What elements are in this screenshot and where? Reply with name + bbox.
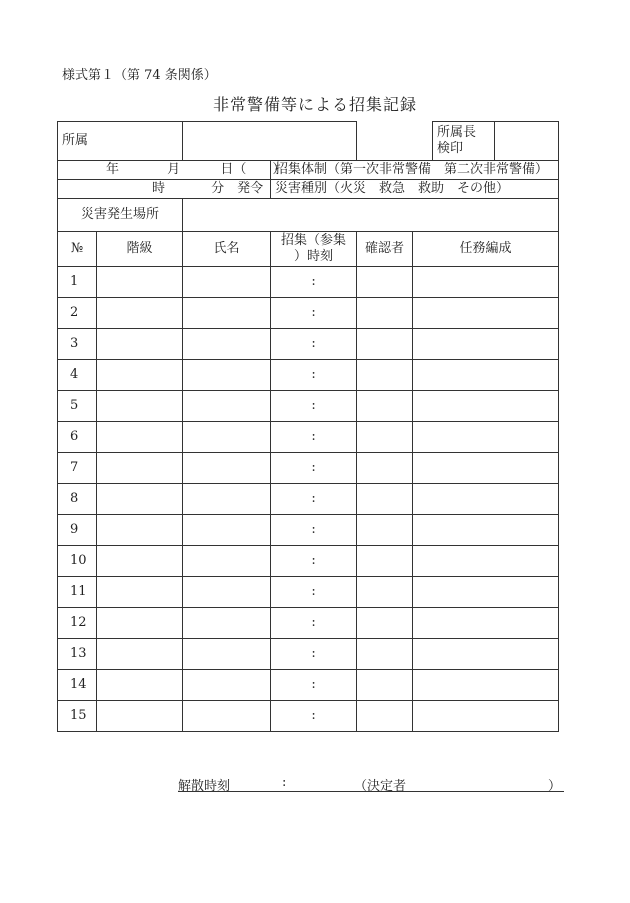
assignment-cell[interactable]	[413, 701, 559, 732]
row-number: 1	[58, 267, 97, 298]
name-cell[interactable]	[183, 267, 271, 298]
confirmer-cell[interactable]	[357, 608, 413, 639]
assignment-cell[interactable]	[413, 639, 559, 670]
row-number: 13	[58, 639, 97, 670]
row-number: 4	[58, 360, 97, 391]
assignment-cell[interactable]	[413, 360, 559, 391]
table-row	[58, 701, 559, 732]
name-cell[interactable]	[183, 422, 271, 453]
chief-label-line1: 所属長	[437, 125, 477, 140]
time-cell[interactable]: :	[271, 577, 357, 608]
assignment-cell[interactable]	[413, 391, 559, 422]
rank-cell[interactable]	[97, 546, 183, 577]
confirmer-cell[interactable]	[357, 329, 413, 360]
name-cell[interactable]	[183, 701, 271, 732]
time-cell[interactable]: :	[271, 360, 357, 391]
page-title: 非常警備等による招集記録	[212, 95, 417, 114]
rank-cell[interactable]	[97, 484, 183, 515]
name-cell[interactable]	[183, 453, 271, 484]
minute-label: 分 発令	[211, 181, 264, 196]
name-cell[interactable]	[183, 515, 271, 546]
confirmer-cell[interactable]	[357, 267, 413, 298]
row-number: 14	[58, 670, 97, 701]
name-cell[interactable]	[183, 298, 271, 329]
assignment-cell[interactable]	[413, 329, 559, 360]
table-row	[58, 298, 559, 329]
table-row	[58, 608, 559, 639]
time-cell[interactable]: :	[271, 608, 357, 639]
column-header-row	[58, 232, 559, 267]
assignment-cell[interactable]	[413, 577, 559, 608]
time-cell[interactable]: :	[271, 484, 357, 515]
rank-cell[interactable]	[97, 267, 183, 298]
system-field[interactable]: 招集体制（第一次非常警備 第二次非常警備）	[271, 161, 559, 180]
confirmer-cell[interactable]	[357, 515, 413, 546]
dismissal-label: 解散時刻	[178, 779, 231, 794]
rank-cell[interactable]	[97, 391, 183, 422]
place-row	[58, 199, 559, 232]
row-number: 3	[58, 329, 97, 360]
table-row	[58, 546, 559, 577]
table-row	[58, 267, 559, 298]
month-label: 月	[167, 162, 181, 177]
name-cell[interactable]	[183, 360, 271, 391]
col-time-line1: 招集（参集	[281, 233, 347, 248]
name-cell[interactable]	[183, 484, 271, 515]
assignment-cell[interactable]	[413, 484, 559, 515]
row-number: 15	[58, 701, 97, 732]
confirmer-cell[interactable]	[357, 670, 413, 701]
confirmer-cell[interactable]	[357, 639, 413, 670]
table-row	[58, 453, 559, 484]
row-number: 9	[58, 515, 97, 546]
confirmer-cell[interactable]	[357, 422, 413, 453]
rank-cell[interactable]	[97, 329, 183, 360]
rank-cell[interactable]	[97, 701, 183, 732]
year-label: 年	[106, 162, 120, 177]
row-number: 11	[58, 577, 97, 608]
dismissal-colon: :	[282, 775, 287, 790]
assignment-cell[interactable]	[413, 546, 559, 577]
time-cell[interactable]: :	[271, 546, 357, 577]
form-number: 様式第１（第 74 条関係）	[62, 68, 217, 83]
table-row	[58, 484, 559, 515]
name-cell[interactable]	[183, 577, 271, 608]
time-cell[interactable]: :	[271, 422, 357, 453]
col-no: №	[58, 232, 97, 267]
col-assignment: 任務編成	[413, 232, 559, 267]
col-time	[271, 232, 357, 267]
table-row	[58, 670, 559, 701]
confirmer-cell[interactable]	[357, 391, 413, 422]
rank-cell[interactable]	[97, 639, 183, 670]
col-confirmer: 確認者	[357, 232, 413, 267]
rank-cell[interactable]	[97, 577, 183, 608]
time-cell[interactable]: :	[271, 391, 357, 422]
rank-cell[interactable]	[97, 453, 183, 484]
row-number: 6	[58, 422, 97, 453]
name-cell[interactable]	[183, 670, 271, 701]
name-cell[interactable]	[183, 546, 271, 577]
chief-stamp-field[interactable]	[495, 122, 559, 161]
rank-cell[interactable]	[97, 422, 183, 453]
time-field[interactable]	[58, 180, 271, 199]
name-cell[interactable]	[183, 639, 271, 670]
rank-cell[interactable]	[97, 360, 183, 391]
assignment-cell[interactable]	[413, 267, 559, 298]
row-number: 5	[58, 391, 97, 422]
row-number: 7	[58, 453, 97, 484]
time-cell[interactable]: :	[271, 267, 357, 298]
time-cell[interactable]: :	[271, 453, 357, 484]
place-field[interactable]	[183, 199, 559, 232]
decider-label: （決定者	[354, 779, 407, 794]
roll-call-table	[57, 121, 559, 732]
rank-cell[interactable]	[97, 515, 183, 546]
time-row	[58, 180, 559, 199]
name-cell[interactable]	[183, 391, 271, 422]
confirmer-cell[interactable]	[357, 701, 413, 732]
time-cell[interactable]: :	[271, 329, 357, 360]
time-cell[interactable]: :	[271, 298, 357, 329]
table-row	[58, 329, 559, 360]
rank-cell[interactable]	[97, 670, 183, 701]
place-label: 災害発生場所	[58, 199, 183, 232]
row-number: 8	[58, 484, 97, 515]
header-row	[58, 122, 559, 161]
confirmer-cell[interactable]	[357, 298, 413, 329]
assignment-cell[interactable]	[413, 453, 559, 484]
col-name: 氏名	[183, 232, 271, 267]
assignment-cell[interactable]	[413, 298, 559, 329]
affiliation-label: 所属	[58, 122, 183, 161]
time-cell[interactable]: :	[271, 639, 357, 670]
chief-approval-label	[433, 122, 495, 161]
table-row	[58, 639, 559, 670]
col-time-line2: ）時刻	[294, 249, 334, 264]
assignment-cell[interactable]	[413, 608, 559, 639]
time-cell[interactable]: :	[271, 515, 357, 546]
col-rank: 階級	[97, 232, 183, 267]
name-cell[interactable]	[183, 608, 271, 639]
header-spacer	[357, 122, 433, 161]
name-cell[interactable]	[183, 329, 271, 360]
date-row	[58, 161, 559, 180]
confirmer-cell[interactable]	[357, 546, 413, 577]
confirmer-cell[interactable]	[357, 453, 413, 484]
rank-cell[interactable]	[97, 298, 183, 329]
decider-close: ）	[548, 779, 562, 794]
time-cell[interactable]: :	[271, 670, 357, 701]
row-number: 2	[58, 298, 97, 329]
table-row	[58, 577, 559, 608]
confirmer-cell[interactable]	[357, 577, 413, 608]
hour-label: 時	[152, 181, 166, 196]
table-row	[58, 360, 559, 391]
dismissal-line	[178, 775, 564, 792]
table-row	[58, 422, 559, 453]
row-number: 12	[58, 608, 97, 639]
date-field[interactable]	[58, 161, 286, 180]
day-label: 日（ ）	[220, 162, 286, 177]
confirmer-cell[interactable]	[357, 360, 413, 391]
row-number: 10	[58, 546, 97, 577]
time-cell[interactable]: :	[271, 701, 357, 732]
affiliation-field[interactable]	[183, 122, 357, 161]
table-row	[58, 391, 559, 422]
rank-cell[interactable]	[97, 608, 183, 639]
table-row	[58, 515, 559, 546]
assignment-cell[interactable]	[413, 670, 559, 701]
disaster-type-field[interactable]: 災害種別（火災 救急 救助 その他）	[271, 180, 559, 199]
chief-label-line2: 検印	[437, 141, 464, 156]
assignment-cell[interactable]	[413, 422, 559, 453]
confirmer-cell[interactable]	[357, 484, 413, 515]
assignment-cell[interactable]	[413, 515, 559, 546]
